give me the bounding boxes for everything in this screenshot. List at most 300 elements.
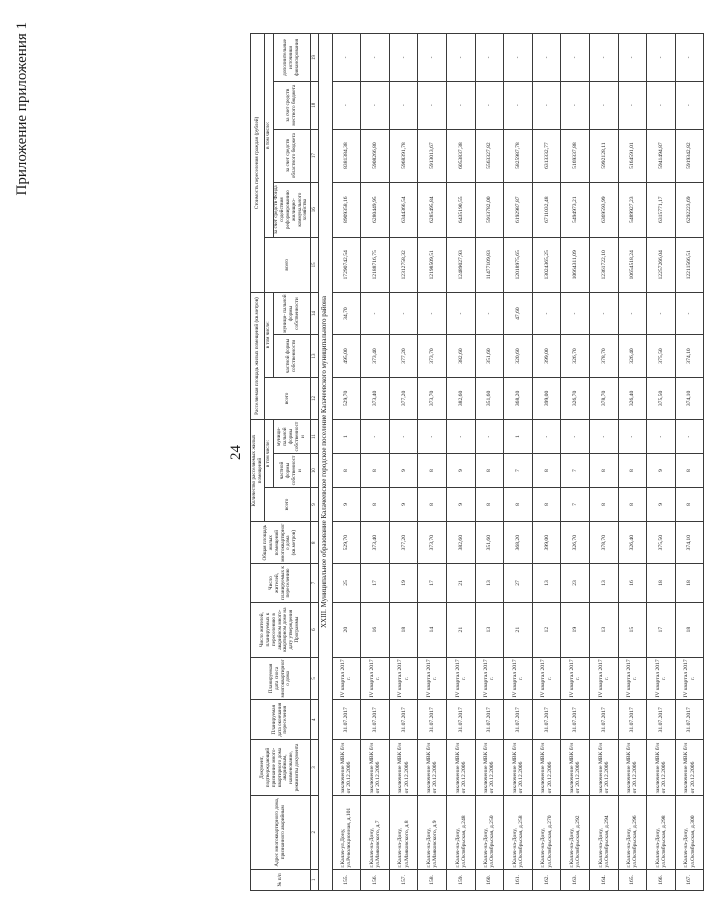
row-resettled: 23 [561, 564, 590, 602]
row-cost-local: - [389, 81, 418, 129]
row-cost-oblast: 5164591,01 [618, 129, 647, 182]
header-demolition-date: Планируемая дата сноса многоквартирного дома [251, 657, 311, 699]
row-cost-oblast: 5919342,82 [675, 129, 704, 182]
row-cost-local: - [504, 81, 533, 129]
row-area-municipal: - [475, 292, 504, 334]
row-document: заключение МВК б/н от 20.12.2006 [647, 740, 676, 795]
row-resettled: 18 [647, 564, 676, 602]
row-cost-local: - [561, 81, 590, 129]
column-number-row [311, 34, 319, 891]
row-cost-additional: - [361, 34, 390, 82]
row-cost-oblast: 5968391,78 [389, 129, 418, 182]
row-count-private: 8 [332, 454, 361, 488]
table-row [504, 34, 533, 891]
row-end-date: 31.07.2017 [504, 700, 533, 740]
row-count-total: 8 [418, 488, 447, 522]
row-end-date: 31.07.2017 [561, 700, 590, 740]
header-count-total: всего [265, 488, 311, 522]
row-cost-local: - [532, 81, 561, 129]
row-address: г.Калач-на-Дону, ул.Маяковского, д.8 [389, 795, 418, 869]
row-cost-fund: 6192987,87 [504, 182, 533, 237]
row-end-date: 31.07.2017 [647, 700, 676, 740]
row-total-area: 529,70 [332, 521, 361, 563]
row-document: заключение МВК б/н от 20.12.2006 [590, 740, 619, 795]
row-cost-local: - [447, 81, 476, 129]
column-number: 13 [311, 335, 319, 377]
row-count-municipal: - [447, 420, 476, 454]
row-address: г.Калач-на-Дону, ул.Маяковского, д.7 [361, 795, 390, 869]
row-residents: 18 [389, 602, 418, 657]
row-count-total: 8 [532, 488, 561, 522]
table-row [590, 34, 619, 891]
row-resettled: 13 [590, 564, 619, 602]
row-document: заключение МВК б/н от 20.12.2006 [618, 740, 647, 795]
row-cost-total: 12489027,93 [447, 237, 476, 292]
column-number: 10 [311, 454, 319, 488]
row-area-municipal: - [532, 292, 561, 334]
table-row [647, 34, 676, 891]
row-end-date: 31.07.2017 [418, 700, 447, 740]
row-cost-oblast: 5908266,80 [361, 129, 390, 182]
row-cost-fund: 6711032,48 [532, 182, 561, 237]
row-cost-fund: 6369593,99 [590, 182, 619, 237]
row-count-private: 8 [618, 454, 647, 488]
row-area-private: 326,40 [618, 335, 647, 377]
column-number: 7 [311, 564, 319, 602]
row-cost-oblast: 5169337,88 [561, 129, 590, 182]
row-total-area: 399,00 [532, 521, 561, 563]
row-demolition-date: IV квартал 2017 г. [361, 657, 390, 699]
row-total-area: 374,10 [675, 521, 704, 563]
row-demolition-date: IV квартал 2017 г. [504, 657, 533, 699]
row-area-private: 399,00 [532, 335, 561, 377]
row-area-private: 320,60 [504, 335, 533, 377]
row-area-private: 378,70 [590, 335, 619, 377]
row-area-municipal: 47,60 [504, 292, 533, 334]
header-cost-local: за счет средств местного бюджета [273, 81, 310, 129]
row-total-area: 373,70 [418, 521, 447, 563]
row-count-municipal: - [647, 420, 676, 454]
row-end-date: 31.07.2017 [389, 700, 418, 740]
header-residents: Число жителей, планируемых к переселению в аварийном много- квартирном доме на дату утверждения Программы [251, 602, 311, 657]
row-address: г.Калач-ул.Дону, ул.Революционная, д.101 [332, 795, 361, 869]
row-cost-total: 12198509,51 [418, 237, 447, 292]
row-end-date: 31.07.2017 [675, 700, 704, 740]
header-resettled: Число жителей, планируемых к переселению [251, 564, 311, 602]
row-end-date: 31.07.2017 [590, 700, 619, 740]
row-area-total: 373,70 [418, 377, 447, 419]
row-cost-oblast: 8381384,38 [332, 129, 361, 182]
row-count-private: 8 [675, 454, 704, 488]
row-count-private: 8 [418, 454, 447, 488]
row-cost-fund: 6280449,95 [361, 182, 390, 237]
row-count-private: 8 [532, 454, 561, 488]
row-cost-local: - [618, 81, 647, 129]
table-row [675, 34, 704, 891]
row-demolition-date: IV квартал 2017 г. [447, 657, 476, 699]
column-number: 2 [311, 795, 319, 869]
header-area-incl: в том числе: [265, 292, 273, 377]
header-cost-additional: дополнительные источники финансирования [273, 34, 310, 82]
row-residents: 18 [675, 602, 704, 657]
row-count-private: 8 [590, 454, 619, 488]
row-cost-total: 17290742,54 [332, 237, 361, 292]
header-end-date: Планируемая дата окончания переселения [251, 700, 311, 740]
row-cost-additional: - [618, 34, 647, 82]
table-row [332, 34, 361, 891]
row-end-date: 31.07.2017 [618, 700, 647, 740]
row-count-total: 9 [447, 488, 476, 522]
row-cost-oblast: 5825987,78 [504, 129, 533, 182]
row-cost-additional: - [590, 34, 619, 82]
row-end-date: 31.07.2017 [532, 700, 561, 740]
header-area-private: частной формы собственности [273, 335, 310, 377]
header-group-area: Расселяемая площадь жилых помещений (кв.метров) [251, 292, 265, 419]
row-resettled: 17 [418, 564, 447, 602]
row-area-total: 378,70 [590, 377, 619, 419]
row-cost-local: - [332, 81, 361, 129]
row-cost-additional: - [647, 34, 676, 82]
row-count-municipal: - [418, 420, 447, 454]
row-cost-oblast: 6053837,38 [447, 129, 476, 182]
row-residents: 19 [561, 602, 590, 657]
column-number: 4 [311, 700, 319, 740]
row-area-total: 368,20 [504, 377, 533, 419]
row-number: 159. [447, 869, 476, 890]
row-cost-fund: 8909358,16 [332, 182, 361, 237]
row-cost-fund: 6285495,84 [418, 182, 447, 237]
row-count-municipal: - [475, 420, 504, 454]
row-document: заключение МВК б/н от 20.12.2006 [561, 740, 590, 795]
row-cost-additional: - [475, 34, 504, 82]
column-number: 12 [311, 377, 319, 419]
row-demolition-date: IV квартал 2017 г. [675, 657, 704, 699]
row-cost-additional: - [418, 34, 447, 82]
row-count-total: 8 [590, 488, 619, 522]
row-residents: 12 [532, 602, 561, 657]
row-residents: 20 [332, 602, 361, 657]
row-number: 167. [675, 869, 704, 890]
row-cost-total: 12312758,32 [389, 237, 418, 292]
row-residents: 13 [590, 602, 619, 657]
row-cost-local: - [675, 81, 704, 129]
row-count-municipal: - [561, 420, 590, 454]
row-cost-total: 12211566,51 [675, 237, 704, 292]
row-cost-fund: 5494973,21 [561, 182, 590, 237]
row-total-area: 326,70 [561, 521, 590, 563]
row-demolition-date: IV квартал 2017 г. [647, 657, 676, 699]
row-total-area: 378,70 [590, 521, 619, 563]
column-number: 8 [311, 521, 319, 563]
row-demolition-date: IV квартал 2017 г. [590, 657, 619, 699]
column-number: 15 [311, 237, 319, 292]
row-number: 166. [647, 869, 676, 890]
row-cost-additional: - [332, 34, 361, 82]
row-count-total: 9 [647, 488, 676, 522]
section-title: XXIII. Муниципальное образование Калачеевское городское поселение Калачеевского муниципального района [319, 34, 333, 891]
row-cost-oblast: 5563327,82 [475, 129, 504, 182]
row-resettled: 13 [532, 564, 561, 602]
row-number: 155. [332, 869, 361, 890]
row-resettled: 16 [618, 564, 647, 602]
row-address: г.Калач-на-Дону, ул.Маяковского, д.9 [418, 795, 447, 869]
row-residents: 15 [618, 602, 647, 657]
row-cost-fund: 6315771,17 [647, 182, 676, 237]
page-number: 24 [228, 445, 244, 460]
row-total-area: 351,60 [475, 521, 504, 563]
row-area-total: 382,60 [447, 377, 476, 419]
header-count-incl: в том числе: [265, 420, 273, 488]
column-number: 11 [311, 420, 319, 454]
column-number: 16 [311, 182, 319, 237]
row-resettled: 25 [332, 564, 361, 602]
header-num: № п/п [251, 869, 311, 890]
header-count-municipal: муници- пальной формы собственности [273, 420, 310, 454]
row-cost-local: - [418, 81, 447, 129]
row-cost-additional: - [447, 34, 476, 82]
row-count-total: 8 [504, 488, 533, 522]
row-area-total: 351,60 [475, 377, 504, 419]
table-row [389, 34, 418, 891]
row-demolition-date: IV квартал 2017 г. [561, 657, 590, 699]
table-row [618, 34, 647, 891]
row-demolition-date: IV квартал 2017 г. [389, 657, 418, 699]
row-area-private: 377,20 [389, 335, 418, 377]
row-residents: 14 [418, 602, 447, 657]
row-cost-additional: - [675, 34, 704, 82]
row-cost-total: 13024365,25 [532, 237, 561, 292]
row-number: 162. [532, 869, 561, 890]
header-area-municipal: муници- пальной формы собственности [273, 292, 310, 334]
row-demolition-date: IV квартал 2017 г. [418, 657, 447, 699]
row-cost-total: 10664311,09 [561, 237, 590, 292]
row-cost-total: 12361722,10 [590, 237, 619, 292]
row-address: г.Калач-на-Дону, ул.Октябрьская, д.250 [475, 795, 504, 869]
row-address: г.Калач-на-Дону, ул.Октябрьская, д.296 [618, 795, 647, 869]
row-cost-additional: - [389, 34, 418, 82]
row-end-date: 31.07.2017 [332, 700, 361, 740]
table-row [361, 34, 390, 891]
row-end-date: 31.07.2017 [361, 700, 390, 740]
row-total-area: 382,60 [447, 521, 476, 563]
row-document: заключение МВК б/н от 20.12.2006 [447, 740, 476, 795]
row-count-total: 8 [675, 488, 704, 522]
row-area-private: 374,10 [675, 335, 704, 377]
row-area-total: 374,10 [675, 377, 704, 419]
row-resettled: 27 [504, 564, 533, 602]
row-number: 156. [361, 869, 390, 890]
header-cost-total: всего [265, 237, 311, 292]
table-body [319, 34, 704, 891]
table-row [532, 34, 561, 891]
row-cost-oblast: 5992128,11 [590, 129, 619, 182]
row-area-private: 495,00 [332, 335, 361, 377]
row-number: 163. [561, 869, 590, 890]
header-total-area: Общая площадь жилых помещений многоквартирного дома (кв.метров) [251, 521, 311, 563]
row-cost-oblast: 5913013,67 [418, 129, 447, 182]
row-number: 165. [618, 869, 647, 890]
header-cost-fund: за счет средств Фонда содействия реформированию жилищно- коммунального хозяйства [273, 182, 310, 237]
table-row [418, 34, 447, 891]
row-area-total: 399,00 [532, 377, 561, 419]
row-count-total: 9 [389, 488, 418, 522]
row-count-total: 7 [561, 488, 590, 522]
row-area-total: 377,20 [389, 377, 418, 419]
row-count-municipal: - [675, 420, 704, 454]
row-number: 164. [590, 869, 619, 890]
row-count-private: 9 [389, 454, 418, 488]
row-document: заключение МВК б/н от 20.12.2006 [389, 740, 418, 795]
row-cost-total: 12257266,04 [647, 237, 676, 292]
row-count-private: 9 [647, 454, 676, 488]
row-residents: 13 [475, 602, 504, 657]
row-count-total: 9 [332, 488, 361, 522]
header-group-count: Количество расселяемых жилых помещений [251, 420, 265, 522]
row-count-municipal: - [532, 420, 561, 454]
row-demolition-date: IV квартал 2017 г. [618, 657, 647, 699]
row-document: заключение МВК б/н от 20.12.2006 [504, 740, 533, 795]
row-address: г.Калач-на-Дону, ул.Октябрьская, д.300 [675, 795, 704, 869]
row-document: заключение МВК б/н от 20.12.2006 [532, 740, 561, 795]
table-row [475, 34, 504, 891]
header-address: Адрес многоквартирного дома, признанного аварийным [251, 795, 311, 869]
row-cost-fund: 6292223,69 [675, 182, 704, 237]
row-cost-additional: - [504, 34, 533, 82]
row-area-municipal: - [561, 292, 590, 334]
column-number: 5 [311, 657, 319, 699]
column-number: 18 [311, 81, 319, 129]
header-document: Документ, подтверждающий признание много- квартирного дома аварийным, наименование, реквизиты документа [251, 740, 311, 795]
column-number: 1 [311, 869, 319, 890]
row-count-municipal: - [361, 420, 390, 454]
row-number: 157. [389, 869, 418, 890]
row-area-municipal: - [447, 292, 476, 334]
row-cost-fund: 5489927,23 [618, 182, 647, 237]
row-area-municipal: - [418, 292, 447, 334]
column-number: 3 [311, 740, 319, 795]
row-area-total: 373,40 [361, 377, 390, 419]
row-area-municipal: - [618, 292, 647, 334]
column-number: 17 [311, 129, 319, 182]
row-address: г.Калач-на-Дону, ул.Октябрьская, д.298 [647, 795, 676, 869]
row-total-area: 375,50 [647, 521, 676, 563]
row-address: г.Калач-на-Дону, ул.Октябрьская, д.294 [590, 795, 619, 869]
row-document: заключение МВК б/н от 20.12.2006 [675, 740, 704, 795]
row-area-private: 375,50 [647, 335, 676, 377]
header-cost-oblast: за счет средств областного бюджета [273, 129, 310, 182]
row-cost-total: 12018975,65 [504, 237, 533, 292]
column-number: 9 [311, 488, 319, 522]
row-residents: 17 [647, 602, 676, 657]
row-cost-additional: - [532, 34, 561, 82]
row-resettled: 17 [361, 564, 390, 602]
row-count-private: 8 [361, 454, 390, 488]
row-area-total: 529,70 [332, 377, 361, 419]
row-residents: 16 [361, 602, 390, 657]
row-cost-local: - [475, 81, 504, 129]
row-count-municipal: 1 [504, 420, 533, 454]
row-count-municipal: - [389, 420, 418, 454]
row-resettled: 19 [389, 564, 418, 602]
column-number: 6 [311, 602, 319, 657]
row-number: 161. [504, 869, 533, 890]
row-area-municipal: - [647, 292, 676, 334]
row-area-total: 375,50 [647, 377, 676, 419]
row-area-municipal: - [361, 292, 390, 334]
row-area-private: 351,60 [475, 335, 504, 377]
row-count-private: 7 [561, 454, 590, 488]
row-cost-total: 12188716,75 [361, 237, 390, 292]
row-area-total: 326,70 [561, 377, 590, 419]
row-resettled: 21 [447, 564, 476, 602]
row-document: заключение МВК б/н от 20.12.2006 [418, 740, 447, 795]
row-address: г.Калач-на-Дону, ул.Октябрьская, д.292 [561, 795, 590, 869]
row-cost-total: 10654518,24 [618, 237, 647, 292]
row-count-private: 7 [504, 454, 533, 488]
row-address: г.Калач-на-Дону, ул.Октябрьская, д.248 [447, 795, 476, 869]
row-document: заключение МВК б/н от 20.12.2006 [332, 740, 361, 795]
row-resettled: 18 [675, 564, 704, 602]
row-cost-additional: - [561, 34, 590, 82]
row-cost-oblast: 6313332,77 [532, 129, 561, 182]
row-demolition-date: IV квартал 2017 г. [475, 657, 504, 699]
row-count-private: 8 [475, 454, 504, 488]
row-count-total: 8 [361, 488, 390, 522]
table-row [561, 34, 590, 891]
row-cost-fund: 5913782,00 [475, 182, 504, 237]
row-count-total: 8 [618, 488, 647, 522]
row-area-private: 373,70 [418, 335, 447, 377]
row-cost-oblast: 5941494,87 [647, 129, 676, 182]
resettlement-table [250, 33, 704, 891]
row-total-area: 373,40 [361, 521, 390, 563]
row-count-private: 9 [447, 454, 476, 488]
row-area-private: 326,70 [561, 335, 590, 377]
row-number: 158. [418, 869, 447, 890]
row-count-total: 8 [475, 488, 504, 522]
row-number: 160. [475, 869, 504, 890]
row-count-municipal: 1 [332, 420, 361, 454]
row-area-municipal: 34,70 [332, 292, 361, 334]
row-cost-local: - [361, 81, 390, 129]
row-resettled: 13 [475, 564, 504, 602]
header-group-cost: Стоимость переселения граждан (рублей) [251, 34, 265, 293]
row-area-total: 326,40 [618, 377, 647, 419]
row-total-area: 326,40 [618, 521, 647, 563]
row-cost-fund: 6435190,55 [447, 182, 476, 237]
row-cost-local: - [590, 81, 619, 129]
row-area-private: 382,60 [447, 335, 476, 377]
row-area-private: 373,40 [361, 335, 390, 377]
row-area-municipal: - [389, 292, 418, 334]
row-residents: 21 [447, 602, 476, 657]
appendix-title: Приложение приложения 1 [14, 22, 30, 196]
row-total-area: 368,20 [504, 521, 533, 563]
row-demolition-date: IV квартал 2017 г. [532, 657, 561, 699]
row-cost-total: 11477109,83 [475, 237, 504, 292]
row-address: г.Калач-на-Дону, ул.Октябрьская, д.258 [504, 795, 533, 869]
row-document: заключение МВК б/н от 20.12.2006 [475, 740, 504, 795]
row-end-date: 31.07.2017 [447, 700, 476, 740]
row-end-date: 31.07.2017 [475, 700, 504, 740]
header-count-private: частной формы собственности [273, 454, 310, 488]
table-row [447, 34, 476, 891]
row-cost-local: - [647, 81, 676, 129]
column-number: 14 [311, 292, 319, 334]
table-header [251, 34, 319, 891]
row-residents: 21 [504, 602, 533, 657]
row-address: г.Калач-на-Дону, ул.Октябрьская, д.270 [532, 795, 561, 869]
